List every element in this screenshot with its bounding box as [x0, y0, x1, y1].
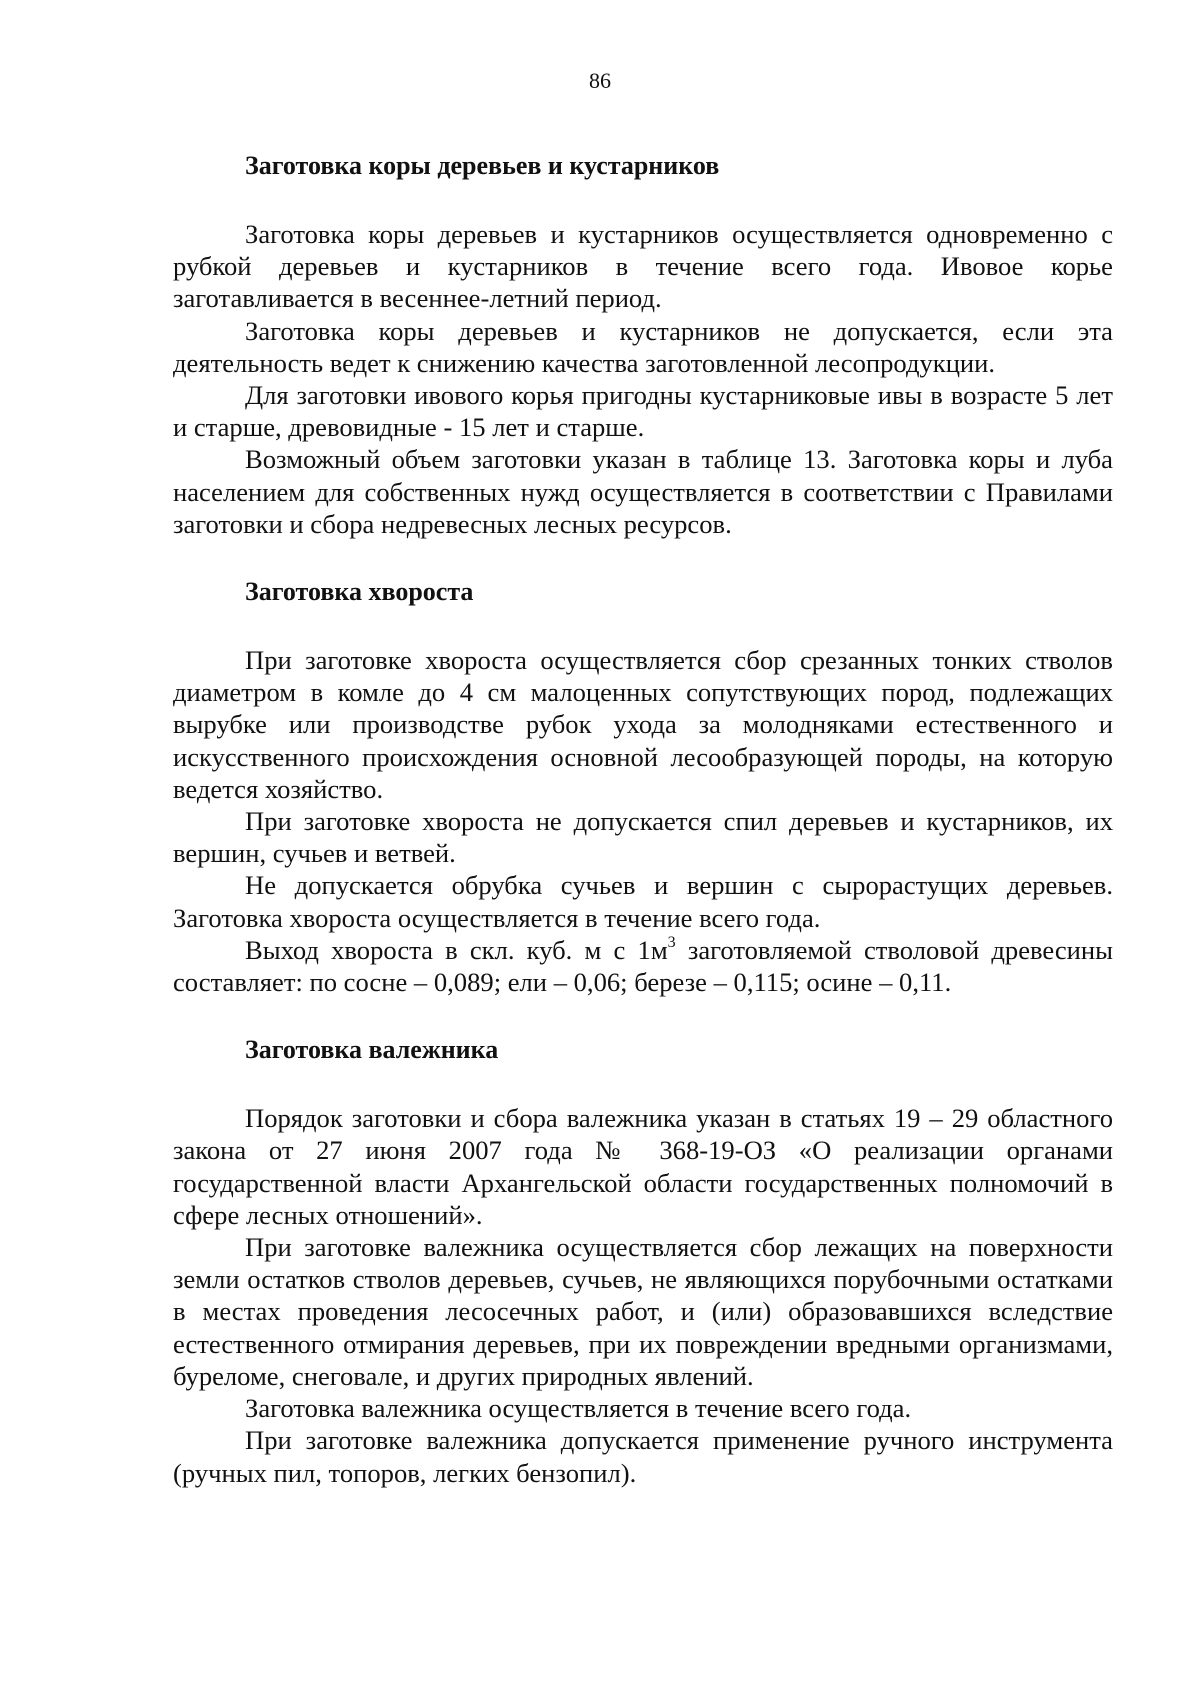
section-deadwood [173, 1034, 1113, 1488]
paragraph: При заготовке хвороста не допускается спил деревьев и кустарников, их вершин, сучьев и ветвей. [173, 806, 1113, 869]
page-number: 86 [589, 68, 611, 93]
yield-text-end: заготовляемой стволовой древесины составляет: по сосне – 0,089; ели – 0,06; березе – 0,115; осине – 0,11. [173, 934, 1113, 998]
yield-paragraph [173, 934, 1113, 998]
section-heading: Заготовка коры деревьев и кустарников [245, 151, 720, 180]
section-bark [173, 150, 1113, 540]
paragraph: При заготовке хвороста осуществляется сбор срезанных тонких стволов диаметром в комле до 4 см малоценных сопутствующих пород, подлежащих вырубке или производстве рубок ухода за молодняками естественного и искусственного происхождения основной лесообразующей породы, на которую ведется хозяйство. [173, 645, 1113, 804]
paragraph: Порядок заготовки и сбора валежника указан в статьях 19 – 29 областного закона от 27 июня 2007 года № 368-19-ОЗ «О реализации органами государственной власти Архангельской области государственных полномочий в сфере лесных отношений». [173, 1103, 1113, 1230]
paragraph: Для заготовки ивового корья пригодны кустарниковые ивы в возрасте 5 лет и старше, древовидные - 15 лет и старше. [173, 380, 1113, 443]
paragraph: Заготовка коры деревьев и кустарников осуществляется одновременно с рубкой деревьев и кустарников в течение всего года. Ивовое корье заготавливается в весеннее-летний период. [173, 219, 1113, 314]
section-brushwood [173, 576, 1113, 998]
superscript: 3 [667, 934, 676, 951]
paragraph: Заготовка валежника осуществляется в течение всего года. [245, 1393, 912, 1424]
paragraph: Возможный объем заготовки указан в таблице 13. Заготовка коры и луба населением для собственных нужд осуществляется в соответствии с Правилами заготовки и сбора недревесных лесных ресурсов. [173, 444, 1113, 539]
document-body [173, 150, 1113, 1489]
paragraph: При заготовке валежника осуществляется сбор лежащих на поверхности земли остатков стволов деревьев, сучьев, не являющихся порубочными остатками в местах проведения лесосечных работ, и (или) образовавшихся вследствие естественного отмирания деревьев, при их повреждении вредными организмами, буреломе, снеговале, и других природных явлений. [173, 1232, 1113, 1391]
yield-text-start: Выход хвороста в скл. куб. м с 1м [245, 934, 668, 965]
paragraph: При заготовке валежника допускается применение ручного инструмента (ручных пил, топоров, легких бензопил). [173, 1425, 1113, 1488]
paragraph: Не допускается обрубка сучьев и вершин с сырорастущих деревьев. Заготовка хвороста осуществляется в течение всего года. [173, 870, 1113, 933]
paragraph: Заготовка коры деревьев и кустарников не допускается, если эта деятельность ведет к снижению качества заготовленной лесопродукции. [173, 315, 1113, 378]
section-heading: Заготовка хвороста [245, 577, 474, 607]
section-heading: Заготовка валежника [245, 1035, 499, 1065]
